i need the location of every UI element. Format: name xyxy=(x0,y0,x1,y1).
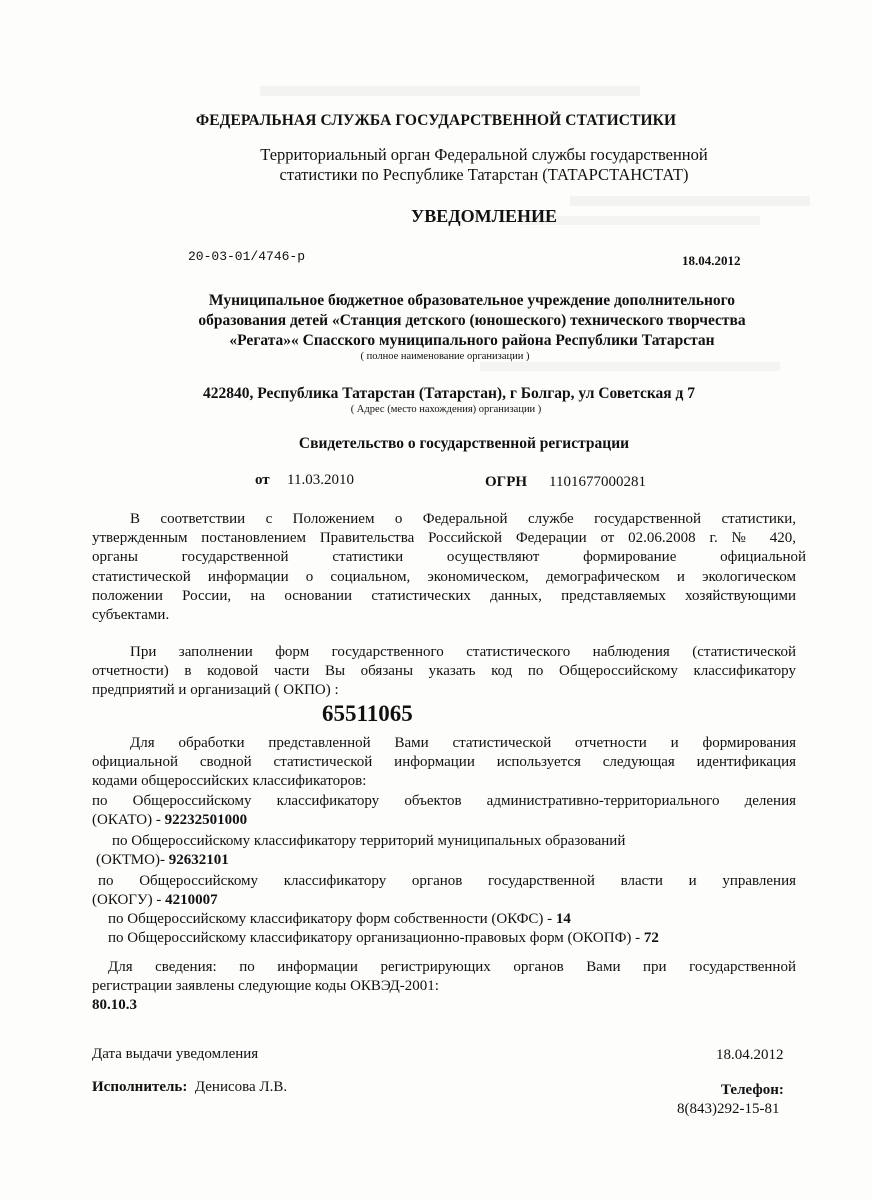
okato-code-line xyxy=(92,812,247,829)
paragraph-3-line: Для обработки представленной Вами статистической отчетности и формирования xyxy=(130,735,796,751)
okopf-code: 72 xyxy=(643,930,659,946)
okogu-code-line xyxy=(92,892,218,909)
okved-line: регистрации заявлены следующие коды ОКВЭД-2001: xyxy=(92,978,439,994)
executor-line xyxy=(92,1079,287,1096)
oktmo-code: 92632101 xyxy=(168,852,229,868)
executor-label: Исполнитель: xyxy=(92,1079,188,1095)
phone-value: 8(843)292-15-81 xyxy=(677,1101,780,1117)
okopf-line xyxy=(108,930,659,947)
document-title: УВЕДОМЛЕНИЕ xyxy=(410,206,558,226)
bleed-through-mark xyxy=(260,86,640,96)
paragraph-1-line: положении России, на основании статистических данных, представляемых хозяйствующими xyxy=(92,588,796,604)
bleed-through-mark xyxy=(570,196,810,206)
org-address: 422840, Республика Татарстан (Татарстан), г Болгар, ул Советская д 7 xyxy=(202,385,696,402)
org-name-line-1: Муниципальное бюджетное образовательное учреждение дополнительного xyxy=(208,292,736,309)
paragraph-3-line: кодами общероссийских классификаторов: xyxy=(92,773,367,789)
paragraph-1-line: органы государственной статистики осуществляют формирование официальной xyxy=(92,549,807,565)
bleed-through-mark xyxy=(480,362,780,371)
registration-from-label: от xyxy=(255,472,270,488)
okopf-label: по Общероссийскому классификатору организационно-правовых форм (ОКОПФ) - xyxy=(108,930,644,946)
okpo-code: 65511065 xyxy=(322,701,413,726)
okved-code: 80.10.3 xyxy=(92,997,137,1013)
ogrn-label: ОГРН xyxy=(485,474,528,490)
okato-line: по Общероссийскому классификатору объектов административно-территориального деления xyxy=(92,793,796,809)
okved-line: Для сведения: по информации регистрирующих органов Вами при государственной xyxy=(108,959,796,975)
okato-code: 92232501000 xyxy=(164,812,248,828)
oktmo-code-line xyxy=(96,852,229,869)
okato-label: (ОКАТО) - xyxy=(92,812,165,828)
paragraph-1-line: В соответствии с Положением о Федеральной службе государственной статистики, xyxy=(130,511,796,527)
territorial-line-1: Территориальный орган Федеральной службы государственной xyxy=(260,145,708,164)
agency-title: ФЕДЕРАЛЬНАЯ СЛУЖБА ГОСУДАРСТВЕННОЙ СТАТИСТИКИ xyxy=(195,112,677,129)
paragraph-1-line: утвержденным постановлением Правительства Российской Федерации от 02.06.2008 г. № 420, xyxy=(92,530,796,546)
paragraph-2-line: предприятий и организаций ( ОКПО) : xyxy=(92,682,339,698)
paragraph-3-line: официальной сводной статистической информации используется следующая идентификация xyxy=(92,754,796,770)
registration-date: 11.03.2010 xyxy=(287,472,354,488)
okfs-code: 14 xyxy=(555,911,571,927)
okogu-code: 4210007 xyxy=(165,892,218,908)
okfs-label: по Общероссийскому классификатору форм собственности (ОКФС) - xyxy=(108,911,556,927)
paragraph-2-line: отчетности) в кодовой части Вы обязаны указать код по Общероссийскому классификатору xyxy=(92,663,796,679)
org-name-line-2: образования детей «Станция детского (юношеского) технического творчества xyxy=(198,312,746,329)
executor-name: Денисова Л.В. xyxy=(194,1079,288,1095)
ogrn-value: 1101677000281 xyxy=(549,474,646,490)
issue-date: 18.04.2012 xyxy=(716,1047,784,1063)
paragraph-2-line: При заполнении форм государственного статистического наблюдения (статистической xyxy=(130,644,796,660)
paragraph-1-line: субъектами. xyxy=(92,607,170,623)
document-number: 20-03-01/4746-р xyxy=(188,249,306,264)
paragraph-1-line: статистической информации о социальном, экономическом, демографическом и экологическом xyxy=(92,569,796,585)
org-name-caption: ( полное наименование организации ) xyxy=(360,351,530,362)
org-name-line-3: «Регата»« Спасского муниципального района Республики Татарстан xyxy=(229,332,715,349)
org-address-caption: ( Адрес (место нахождения) организации ) xyxy=(350,404,542,415)
registration-title: Свидетельство о государственной регистрации xyxy=(298,435,630,452)
territorial-line-2: статистики по Республике Татарстан (ТАТАРСТАНСТАТ) xyxy=(279,165,689,184)
okfs-line xyxy=(108,911,571,928)
phone-label: Телефон: xyxy=(721,1082,784,1098)
issue-date-label: Дата выдачи уведомления xyxy=(92,1046,259,1062)
okogu-label: (ОКОГУ) - xyxy=(92,892,166,908)
oktmo-label: (ОКТМО)- xyxy=(96,852,169,868)
okogu-line: по Общероссийскому классификатору органов государственной власти и управления xyxy=(98,873,796,889)
oktmo-line: по Общероссийскому классификатору территорий муниципальных образований xyxy=(112,833,626,849)
document-date: 18.04.2012 xyxy=(682,253,741,268)
